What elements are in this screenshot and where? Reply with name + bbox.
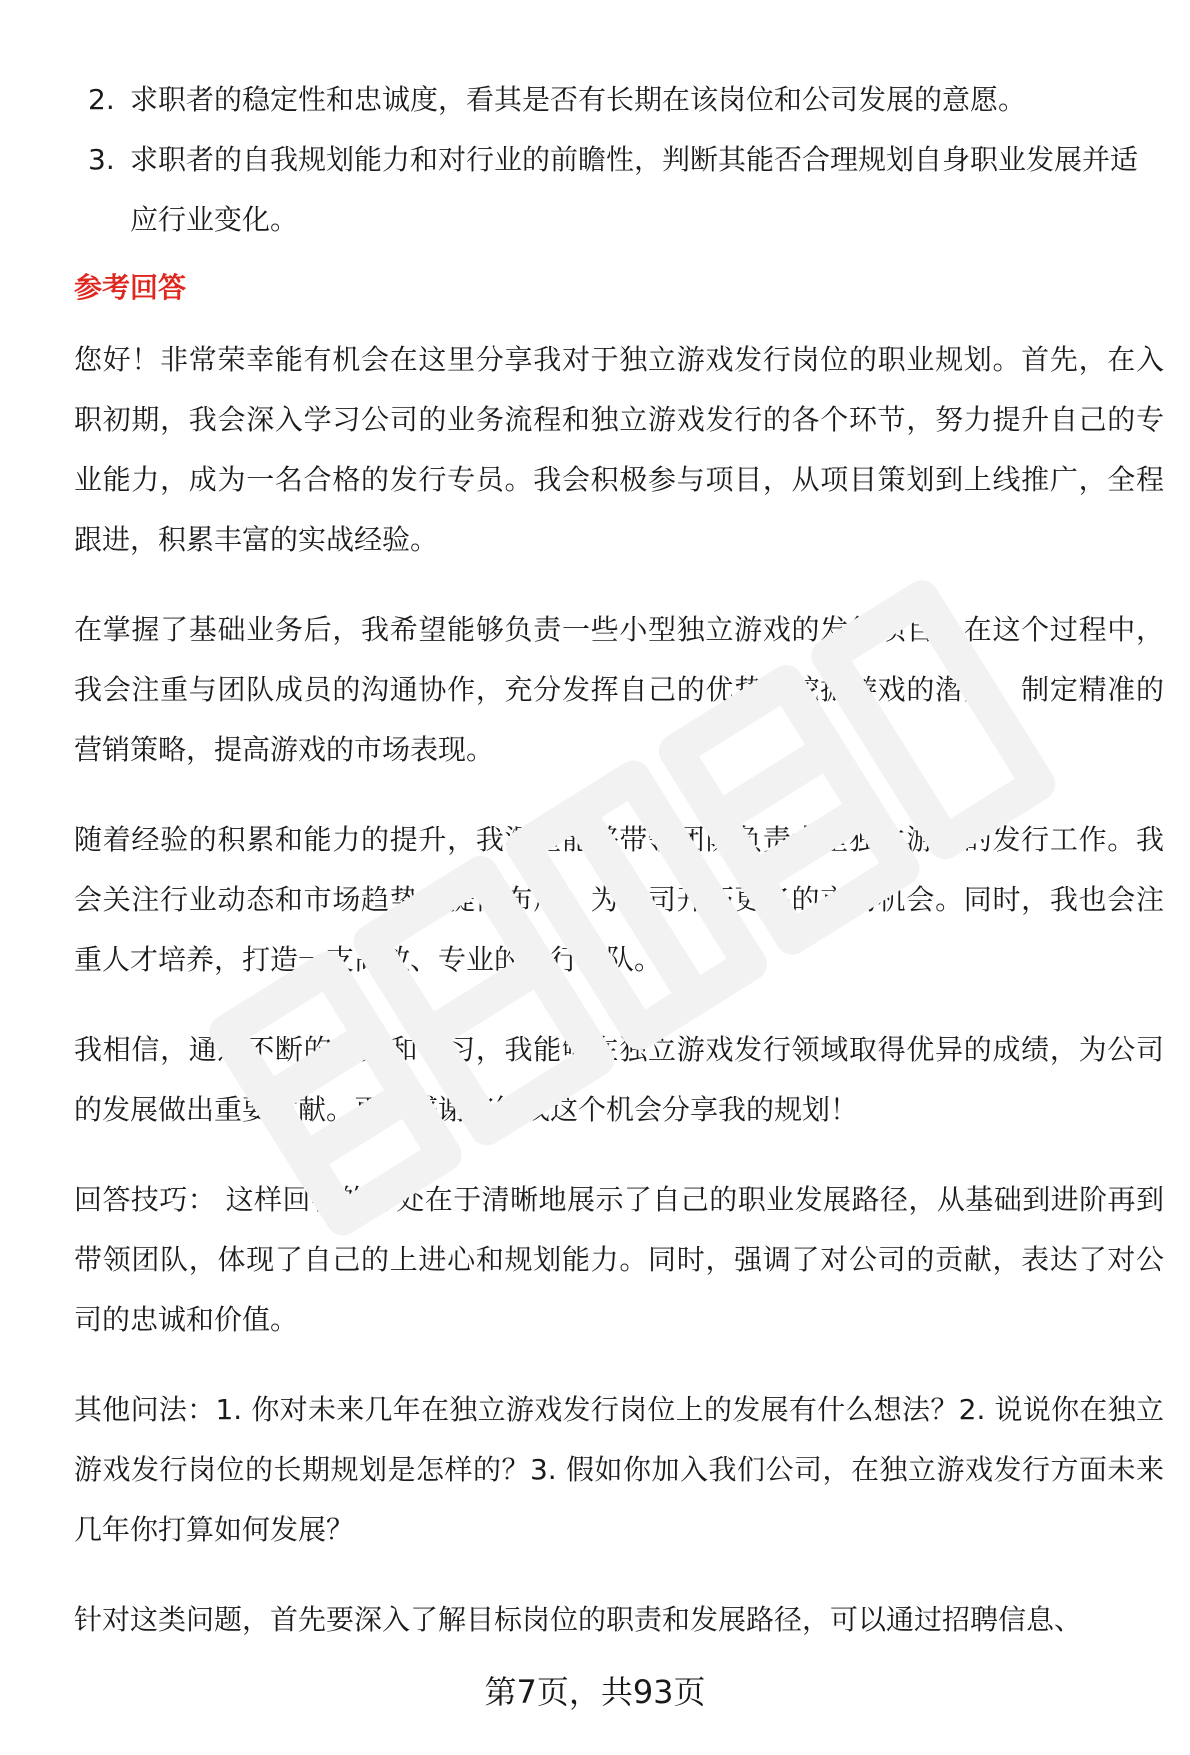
paragraph: 您好！非常荣幸能有机会在这里分享我对于独立游戏发行岗位的职业规划。首先，在入职初期，我会深入学习公司的业务流程和独立游戏发行的各个环节，努力提升自己的专业能力，成为一名合格的发行专员。我会积极参与项目，从项目策划到上线推广，全程跟进，积累丰富的实战经验。 xyxy=(74,343,1164,556)
list-item-text: 求职者的自我规划能力和对行业的前瞻性，判断其能否合理规划自身职业发展并适应行业变化。 xyxy=(130,143,1139,236)
paragraph: 我相信，通过不断的努力和学习，我能够在独立游戏发行领域取得优异的成绩，为公司的发展做出重要贡献。再次感谢您给我这个机会分享我的规划！ xyxy=(74,1033,1164,1126)
paragraph: 在掌握了基础业务后，我希望能够负责一些小型独立游戏的发行项目。在这个过程中，我会注重与团队成员的沟通协作，充分发挥自己的优势，挖掘游戏的潜力，制定精准的营销策略，提高游戏的市场表现。 xyxy=(74,613,1164,766)
list-item xyxy=(74,70,1164,130)
document-page xyxy=(74,70,1164,1680)
paragraph: 随着经验的积累和能力的提升，我渴望能够带领团队负责大型独立游戏的发行工作。我会关注行业动态和市场趋势，提前布局，为公司开拓更多的市场机会。同时，我也会注重人才培养，打造一支高效、专业的发行团队。 xyxy=(74,823,1164,976)
paragraph-other-questions: 其他问法：1. 你对未来几年在独立游戏发行岗位上的发展有什么想法？2. 说说你在独立游戏发行岗位的长期规划是怎样的？3. 假如你加入我们公司，在独立游戏发行方面未来几年你打算如何发展？ xyxy=(74,1393,1164,1546)
paragraph: 针对这类问题，首先要深入了解目标岗位的职责和发展路径，可以通过招聘信息、 xyxy=(74,1603,1083,1636)
list-item-number: 2. xyxy=(88,83,115,116)
list-item xyxy=(74,130,1164,250)
section-heading: 参考回答 xyxy=(74,271,187,304)
paragraph-answer-tips: 回答技巧： 这样回答的好处在于清晰地展示了自己的职业发展路径，从基础到进阶再到带领团队，体现了自己的上进心和规划能力。同时，强调了对公司的贡献，表达了对公司的忠诚和价值。 xyxy=(74,1183,1164,1336)
list-item-text: 求职者的稳定性和忠诚度，看其是否有长期在该岗位和公司发展的意愿。 xyxy=(130,83,1027,116)
list-item-number: 3. xyxy=(88,143,115,176)
page-number: 第7页，共93页 xyxy=(484,1673,706,1711)
